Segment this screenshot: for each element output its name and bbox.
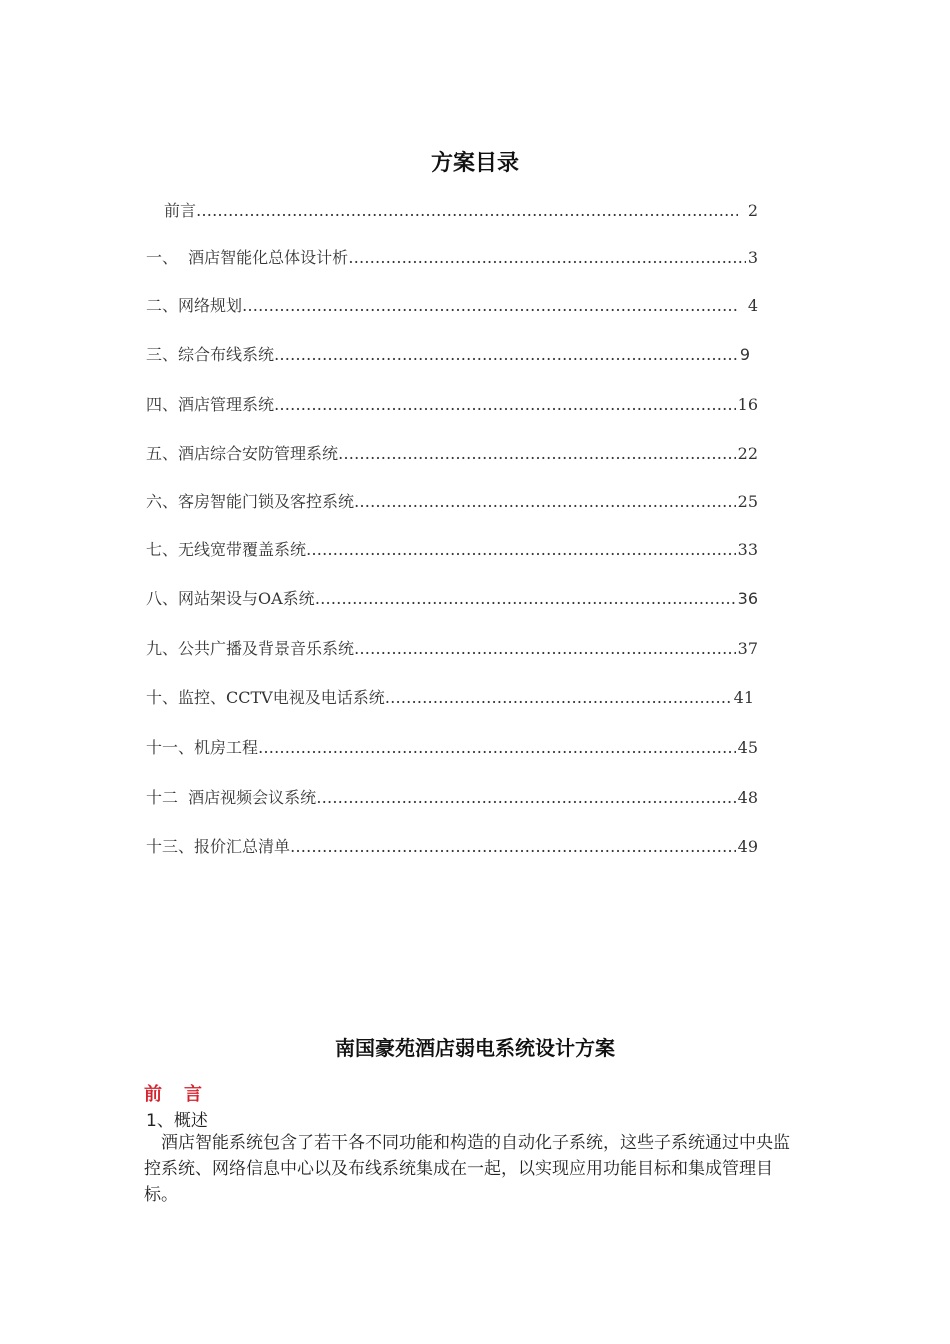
toc-entry-10[interactable] [146,685,758,711]
toc-leader-dots [354,492,736,511]
toc-leader-dots [348,248,746,267]
toc-entry-label: 十一、机房工程 [146,738,259,757]
preface-heading: 前言 [144,1084,224,1105]
toc-entry-label: 十二 酒店视频会议系统 [146,788,317,807]
toc-entry-page: 9 [739,345,750,364]
toc-leader-dots [274,345,738,364]
toc-entry-7[interactable] [146,537,758,563]
toc-title: 方案目录 [430,150,519,176]
section-title: 、概述 [156,1111,208,1131]
toc-entry-page: 37 [737,639,758,658]
toc-entry-label: 八、网站架设与OA系统 [146,589,315,608]
toc-entry-page: 41 [733,688,754,707]
toc-leader-dots [258,738,736,757]
toc-leader-dots [290,837,736,856]
toc-entry-page: 16 [737,395,758,414]
document-title: 南国豪苑酒店弱电系统设计方案 [335,1036,615,1060]
toc-entry-label: 十、监控、CCTV电视及电话系统 [146,688,385,707]
toc-entry-label: 六、客房智能门锁及客控系统 [146,492,355,511]
toc-entry-page: 33 [737,540,758,559]
toc-entry-label: 三、综合布线系统 [146,345,275,364]
toc-entry-page: 2 [747,201,758,220]
toc-entry-label: 九、公共广播及背景音乐系统 [146,639,355,658]
toc-entry-label: 前言 [164,201,197,220]
toc-entry-page: 22 [737,444,758,463]
toc-entry-6[interactable] [146,489,758,515]
toc-entry-1[interactable] [146,245,758,271]
toc-entry-12[interactable] [146,785,758,811]
toc-entry-13[interactable] [146,834,758,860]
toc-entry-label: 七、无线宽带覆盖系统 [146,540,307,559]
toc-entry-label: 一、 酒店智能化总体设计析 [146,248,349,267]
toc-leader-dots [274,395,736,414]
toc-leader-dots [306,540,736,559]
body-paragraph: 酒店智能系统包含了若干各不同功能和构造的自动化子系统，这些子系统通过中央监控系统、网络信息中心以及布线系统集成在一起，以实现应用功能目标和集成管理目标。 [144,1133,790,1205]
toc-leader-dots [338,444,736,463]
toc-entry-8[interactable] [146,586,758,612]
toc-entry-label: 四、酒店管理系统 [146,395,275,414]
toc-entry-page: 48 [737,788,758,807]
toc-leader-dots [196,201,738,220]
toc-entry-page: 45 [737,738,758,757]
toc-entry-page: 4 [747,296,758,315]
section-number: 1 [146,1111,157,1131]
toc-entry-page: 36 [737,589,758,608]
toc-leader-dots [316,788,735,807]
section-heading [146,1106,208,1131]
toc-leader-dots [315,589,736,608]
toc-entry-label: 五、酒店综合安防管理系统 [146,444,339,463]
toc-entry-3[interactable] [146,342,758,368]
toc-entry-page: 25 [737,492,758,511]
toc-leader-dots [385,688,732,707]
toc-leader-dots [354,639,736,658]
toc-entry-preface[interactable] [164,198,758,224]
toc-entry-label: 二、网络规划 [146,296,243,315]
toc-entry-label: 十三、报价汇总清单 [146,837,291,856]
toc-entry-11[interactable] [146,735,758,761]
toc-entry-4[interactable] [146,392,758,418]
toc-entry-page: 49 [737,837,758,856]
toc-entry-2[interactable] [146,293,758,319]
toc-entry-9[interactable] [146,636,758,662]
toc-entry-5[interactable] [146,441,758,467]
toc-entry-page: 3 [747,248,758,267]
toc-leader-dots [242,296,738,315]
